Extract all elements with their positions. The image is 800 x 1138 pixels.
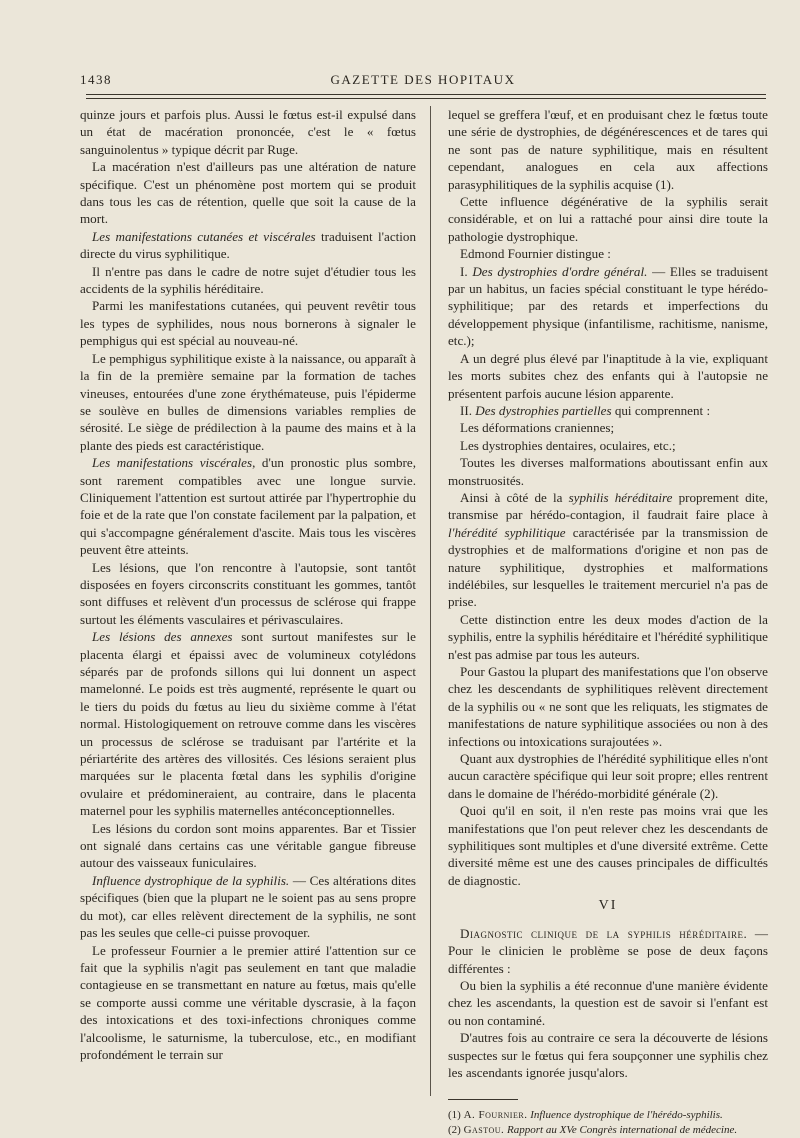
page-number: 1438 xyxy=(80,72,112,87)
paragraph-text: caractérisée par la transmission de dystrophies et de malformations d'origine et non pas de nature syphilitique, dystrophies et malformations indélébiles, sur lesquelles le traitement mercuriel n'a pas de prise. xyxy=(448,524,768,610)
paragraph: D'autres fois au contraire ce sera la découverte de lésions suspectes sur le fœtus qui fera soupçonner une syphilis chez les ascendants ignorée jusqu'alors. xyxy=(448,1030,768,1080)
page-header xyxy=(80,72,766,92)
paragraph: Le professeur Fournier a le premier attiré l'attention sur ce fait que la syphilis n'agit pas seulement en tant que maladie contagieuse en se transmettant en nature au fœtus, mais qu'elle se comporte aussi comme une véritable dyscrasie, à la façon des intoxications et des toxi-infections chroniques comme l'alcoolisme, le saturnisme, la tuberculose, etc., en modifiant profondément le terrain sur xyxy=(80,942,416,1062)
footnote-author: A. Fournier. xyxy=(463,1109,528,1122)
paragraph: Il n'entre pas dans le cadre de notre sujet d'étudier tous les accidents de la syphilis héréditaire. xyxy=(80,263,416,297)
italic-term: l'hérédité syphilitique xyxy=(448,524,566,540)
paragraph: Cette distinction entre les deux modes d'action de la syphilis, entre la syphilis héréditaire et l'hérédité syphilitique n'est pas admise par tous les auteurs. xyxy=(448,611,768,662)
paragraph xyxy=(448,489,768,611)
italic-heading: Les manifestations cutanées et viscérales xyxy=(92,228,316,244)
paragraph: La macération n'est d'ailleurs pas une altération de nature spécifique. C'est un phénomène post mortem qui se produit dans tous les cas de rétention, quelle que soit la cause de la mort. xyxy=(80,159,416,227)
italic-heading: Influence dystrophique de la syphilis. xyxy=(92,872,290,888)
paragraph: Ou bien la syphilis a été reconnue d'une manière évidente chez les ascendants, la question est de savoir si l'enfant est ou non contaminé. xyxy=(448,977,768,1028)
running-title: GAZETTE DES HOPITAUX xyxy=(330,72,516,87)
paragraph: Edmond Fournier distingue : xyxy=(460,246,611,262)
footnote-rule xyxy=(448,1099,518,1100)
list-numeral: I. xyxy=(460,263,473,279)
footnote-title: Rapport au XVe Congrès international de médecine. xyxy=(504,1124,738,1137)
paragraph xyxy=(80,628,416,819)
header-rule-thin xyxy=(86,98,766,99)
paragraph: A un degré plus élevé par l'inaptitude à la vie, expliquant les morts subites chez des enfants qui à l'autopsie ne présentent parfois aucune lésion apparente. xyxy=(448,350,768,401)
right-column xyxy=(448,106,768,1138)
paragraph: Cette influence dégénérative de la syphilis serait considérable, et on lui a rattaché pour ainsi dire toute la pathologie dystrophique. xyxy=(448,194,768,244)
paragraph-text: sont surtout manifestes sur le placenta élargi et épaissi avec de volumineux cotylédons séparés par de profonds sillons qui lui donnent un aspect mamelonné. Le poids est très augmenté, représente le quart ou le tiers du poids du fœtus au lieu du sixième comme à l'état normal. Histologiquement on retrouve comme dans les viscères un processus de sclérose se traduisant par l'artérite et la périartérite des artères des villosités. Ces lésions seraient plus marquées sur le placenta fœtal dans les syphilis d'origine ovulaire et prédomineraient, au contraire, dans le placenta maternel pour les syphilis maternelles antéconceptionnelles. xyxy=(80,629,416,819)
paragraph xyxy=(80,454,416,558)
paragraph xyxy=(80,228,416,263)
paragraph: Pour Gastou la plupart des manifestations que l'on observe chez les descendants de syphilitiques relèvent directement de la syphilis ou « ne sont que les reliquats, les stigmates de manifestations de nature syphilitique associées ou non à des infections ou intoxications surajoutées ». xyxy=(448,664,768,749)
header-rule-thick xyxy=(86,94,766,95)
paragraph-text: — Pour le clinicien le problème se pose de deux façons différentes : xyxy=(448,925,768,976)
italic-heading: Des dystrophies d'ordre général. xyxy=(472,263,648,279)
paragraph: lequel se greffera l'œuf, et en produisant chez le fœtus toute une série de dystrophies, de dégénérescences et de tares qui ne sont pas de nature syphilitique, mais en résultent cependant, analogues en cela aux affections parasyphilitiques de la syphilis acquise (1). xyxy=(448,107,768,192)
paragraph xyxy=(448,402,768,419)
footnote-title: Influence dystrophique de l'hérédo-syphilis. xyxy=(527,1109,723,1122)
paragraph-text: , d'un pronostic plus sombre, sont rarement compatibles avec une longue survie. Cliniquement l'attention est surtout attirée par l'hypertrophie du foie et de la rate que l'on constate facilement par la palpation, et qui s'accompagne généralement d'ascite. Mais tous les viscères peuvent être atteints. xyxy=(80,455,416,558)
italic-term: syphilis héréditaire xyxy=(568,489,673,505)
paragraph: Les dystrophies dentaires, oculaires, etc.; xyxy=(460,437,676,453)
paragraph: Quoi qu'il en soit, il n'en reste pas moins vrai que les manifestations que l'on peut relever chez les descendants de syphilitiques sont multiples et d'une diversité extrême. Cette diversité même est une des causes principales de difficultés de diagnostic. xyxy=(448,803,768,888)
paragraph: Les lésions du cordon sont moins apparentes. Bar et Tissier ont signalé dans certains cas une véritable gangue fibreuse autour des vaisseaux funiculaires. xyxy=(80,820,416,871)
column-divider xyxy=(430,106,431,1096)
list-numeral: II. xyxy=(460,402,476,418)
paragraph-text: Ainsi à côté de la xyxy=(460,489,569,505)
footnote-marker: (1) xyxy=(448,1109,464,1122)
paragraph-text: traduisent l'action directe du virus syphilitique. xyxy=(80,228,417,262)
left-column xyxy=(80,106,416,1063)
paragraph-text: qui comprennent : xyxy=(611,402,711,418)
italic-heading: Les manifestations viscérales xyxy=(92,455,253,471)
paragraph: Le pemphigus syphilitique existe à la naissance, ou apparaît à la fin de la première semaine par la formation de taches vineuses, entourées d'une zone érythémateuse, puis l'épiderme se soulève en bulles de dimensions variables remplies de sérosité. Le siège de prédilection à la paume des mains et à la plante des pieds est caractéristique. xyxy=(80,350,416,453)
italic-heading: Les lésions des annexes xyxy=(92,629,233,645)
paragraph xyxy=(448,263,768,350)
footnote-author: Gastou. xyxy=(463,1124,505,1137)
paragraph: Toutes les diverses malformations aboutissant enfin aux monstruosités. xyxy=(448,455,768,488)
paragraph xyxy=(80,872,416,942)
footnote-marker: (2) xyxy=(448,1124,464,1137)
paragraph: quinze jours et parfois plus. Aussi le fœtus est-il expulsé dans un état de macération prononcée, c'est le « fœtus sanguinolentus » typique décrit par Ruge. xyxy=(80,107,416,157)
section-number: VI xyxy=(598,898,618,914)
paragraph-text: — Ces altérations dites spécifiques (bien que la plupart ne le soient pas au sens propre du mot), car elles relèvent directement de la syphilis, ne sont pas les seules que celle-ci puisse provoquer. xyxy=(80,872,416,941)
footnote xyxy=(448,1108,768,1123)
italic-heading: Des dystrophies partielles xyxy=(475,402,612,418)
paragraph: Les déformations craniennes; xyxy=(460,420,615,436)
footnote xyxy=(448,1123,768,1138)
paragraph: Parmi les manifestations cutanées, qui peuvent revêtir tous les types de syphilides, nous nous bornerons à signaler le pemphigus qui est spécial au nouveau-né. xyxy=(80,298,416,349)
paragraph: Les lésions, que l'on rencontre à l'autopsie, sont tantôt disposées en foyers circonscrits constituant les gommes, tantôt sont diffuses et relèvent d'un processus de sclérose qui frappe surtout les éléments vasculaires et périvasculaires. xyxy=(80,559,416,627)
paragraph: Quant aux dystrophies de l'hérédité syphilitique elles n'ont aucun caractère spécifique qui leur soit propre; elles rentrent dans le domaine de l'hérédo-morbidité générale (2). xyxy=(448,751,768,801)
paragraph-text: proprement dite, transmise par hérédo-contagion, il faudrait faire place à xyxy=(448,489,769,523)
section-heading: Diagnostic clinique de la syphilis héréditaire. xyxy=(460,925,748,941)
paragraph-text: — Elles se traduisent par un habitus, un facies spécial constituant le type hérédo-syphilitique; par des retards et imperfections du développement physique (infantilisme, rachitisme, nanisme, etc.); xyxy=(448,263,768,349)
paragraph xyxy=(448,925,768,977)
